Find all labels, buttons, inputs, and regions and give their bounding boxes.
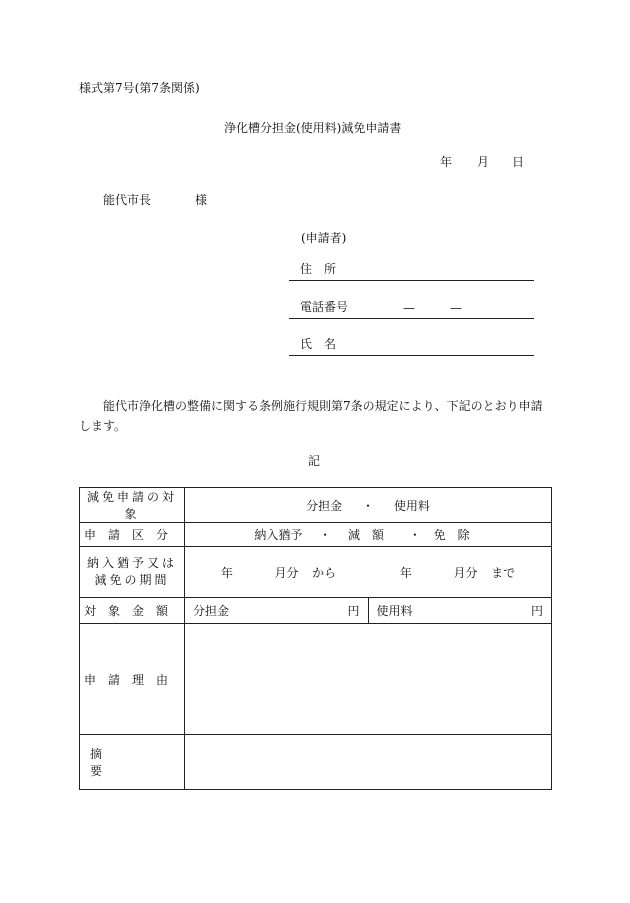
- address-label: 住 所: [300, 262, 337, 276]
- date-year[interactable]: 年: [440, 155, 453, 169]
- reason-field[interactable]: [185, 624, 552, 735]
- separator-dot: ・: [361, 498, 374, 513]
- applicant-heading: (申請者): [301, 231, 347, 245]
- period-label: 納入猶予又は 減免の期間: [80, 547, 185, 598]
- separator-dot: ・: [319, 528, 332, 542]
- addressee-honorific: 様: [195, 193, 208, 207]
- amount-shiyoryo-field[interactable]: 使用料 円: [368, 598, 552, 623]
- amount-bundankin-field[interactable]: 分担金 円: [193, 604, 360, 618]
- amount-value: [185, 598, 552, 624]
- period-month-2: 月分: [453, 565, 478, 580]
- target-label: 減免申請の対象: [80, 488, 185, 523]
- separator-dot: ・: [408, 528, 421, 542]
- option-deferral[interactable]: 納入猶予: [254, 528, 303, 542]
- option-shiyoryo[interactable]: 使用料: [393, 498, 430, 513]
- ki-heading: 記: [308, 454, 321, 468]
- period-value[interactable]: [185, 547, 552, 598]
- addressee-name: 能代市長: [103, 193, 152, 207]
- name-field[interactable]: [289, 337, 534, 356]
- option-exemption[interactable]: 免除: [433, 528, 482, 542]
- table-row: [80, 735, 552, 790]
- category-value[interactable]: [185, 523, 552, 547]
- remarks-field[interactable]: [185, 735, 552, 790]
- table-row: [80, 488, 552, 523]
- table-row: [80, 624, 552, 735]
- period-year-2: 年: [399, 565, 412, 580]
- table-row: [80, 547, 552, 598]
- phone-field[interactable]: [289, 300, 534, 319]
- address-field[interactable]: [289, 262, 534, 281]
- category-label: 申請区分: [80, 523, 185, 547]
- body-text: 能代市浄化槽の整備に関する条例施行規則第7条の規定により、下記のとおり申請します。: [79, 399, 543, 433]
- target-value[interactable]: [185, 488, 552, 523]
- table-row: [80, 598, 552, 624]
- form-number: 様式第7号(第7条関係): [79, 81, 200, 95]
- option-reduction[interactable]: 減額: [347, 528, 396, 542]
- table-row: [80, 523, 552, 547]
- date-month[interactable]: 月: [477, 155, 490, 169]
- application-table: [79, 487, 552, 790]
- phone-dash-2: —: [450, 301, 462, 315]
- period-month-1: 月分: [274, 565, 299, 580]
- phone-label: 電話番号: [300, 300, 349, 314]
- reason-label: 申請理由: [80, 624, 185, 735]
- name-label: 氏 名: [300, 337, 337, 351]
- period-year-1: 年: [220, 565, 233, 580]
- page-title: 浄化槽分担金(使用料)減免申請書: [224, 121, 402, 135]
- option-bundankin[interactable]: 分担金: [306, 498, 343, 513]
- period-from: から: [312, 565, 337, 580]
- amount-label: 対象金額: [80, 598, 185, 624]
- date-day[interactable]: 日: [512, 155, 525, 169]
- remarks-label: 摘要: [80, 735, 185, 790]
- period-until: まで: [491, 565, 516, 580]
- phone-dash-1: —: [403, 301, 415, 315]
